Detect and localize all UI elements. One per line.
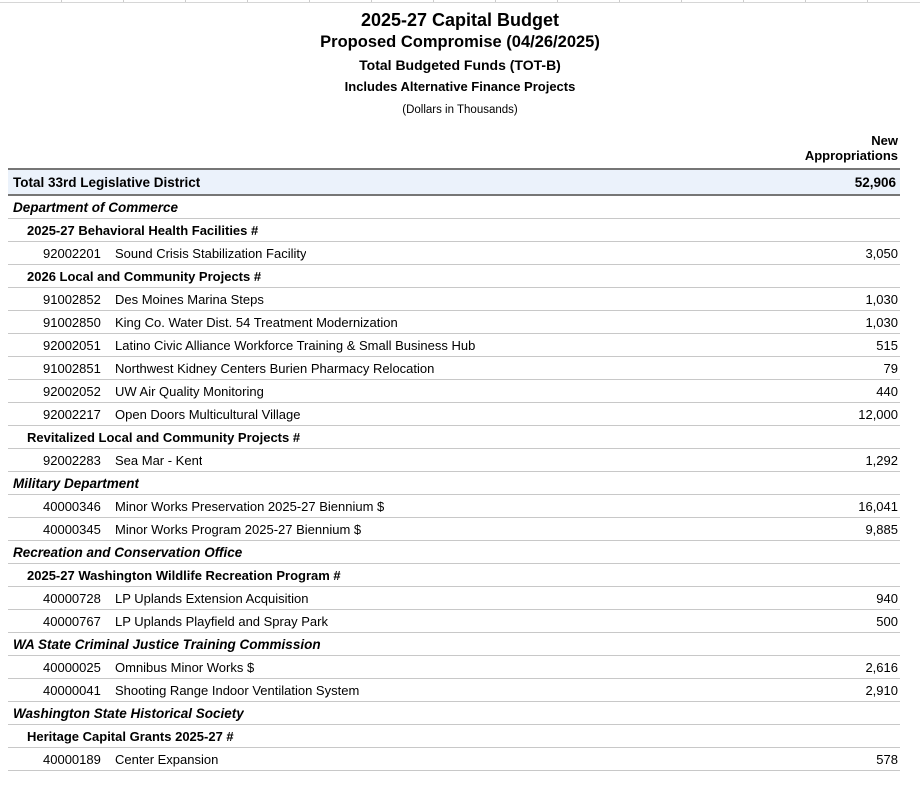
project-title: Sea Mar - Kent bbox=[115, 452, 203, 468]
project-row bbox=[8, 679, 900, 702]
project-title: Minor Works Preservation 2025-27 Biennium $ bbox=[115, 498, 385, 514]
report-title: 2025-27 Capital Budget bbox=[360, 10, 560, 30]
project-title: UW Air Quality Monitoring bbox=[115, 383, 264, 399]
project-number: 40000767 bbox=[43, 613, 101, 629]
project-cell bbox=[8, 246, 306, 261]
amount-cell: 440 bbox=[876, 383, 898, 399]
amount-cell: 2,910 bbox=[865, 682, 898, 698]
amount-cell: 940 bbox=[876, 590, 898, 606]
department-title: Military Department bbox=[13, 475, 140, 491]
column-header-line1: New bbox=[871, 133, 898, 148]
project-cell bbox=[8, 407, 300, 422]
project-row bbox=[8, 610, 900, 633]
amount-cell: 1,030 bbox=[865, 291, 898, 307]
project-number: 92002283 bbox=[43, 452, 101, 468]
column-header-line2: Appropriations bbox=[804, 148, 898, 163]
project-number: 40000345 bbox=[43, 521, 101, 537]
budget-table bbox=[8, 118, 900, 771]
department-row bbox=[8, 702, 900, 725]
amount-cell: 1,292 bbox=[865, 452, 898, 468]
project-number: 40000189 bbox=[43, 751, 101, 767]
page-top-border bbox=[0, 0, 920, 3]
department-title: Recreation and Conservation Office bbox=[13, 544, 243, 560]
project-title: Minor Works Program 2025-27 Biennium $ bbox=[115, 521, 362, 537]
report-subtitle: Proposed Compromise (04/26/2025) bbox=[320, 33, 600, 51]
program-row bbox=[8, 725, 900, 748]
project-cell bbox=[8, 752, 218, 767]
program-title: Revitalized Local and Community Projects # bbox=[27, 429, 301, 445]
project-title: Latino Civic Alliance Workforce Training & Small Business Hub bbox=[115, 337, 476, 353]
project-cell bbox=[8, 361, 434, 376]
project-title: Des Moines Marina Steps bbox=[115, 291, 264, 307]
project-number: 91002852 bbox=[43, 291, 101, 307]
project-row bbox=[8, 311, 900, 334]
project-title: Shooting Range Indoor Ventilation System bbox=[115, 682, 360, 698]
report-header bbox=[0, 9, 920, 118]
department-title: Department of Commerce bbox=[13, 199, 179, 215]
report-note: Includes Alternative Finance Projects bbox=[344, 79, 576, 94]
project-number: 92002217 bbox=[43, 406, 101, 422]
project-cell bbox=[8, 499, 384, 514]
department-title: WA State Criminal Justice Training Commission bbox=[13, 636, 321, 652]
project-row bbox=[8, 495, 900, 518]
project-row bbox=[8, 357, 900, 380]
project-cell bbox=[8, 384, 264, 399]
project-number: 91002851 bbox=[43, 360, 101, 376]
program-title: Heritage Capital Grants 2025-27 # bbox=[27, 728, 234, 744]
program-row bbox=[8, 426, 900, 449]
amount-cell: 2,616 bbox=[865, 659, 898, 675]
project-number: 92002052 bbox=[43, 383, 101, 399]
program-row bbox=[8, 265, 900, 288]
project-title: Center Expansion bbox=[115, 751, 219, 767]
project-number: 92002051 bbox=[43, 337, 101, 353]
project-title: Omnibus Minor Works $ bbox=[115, 659, 255, 675]
total-row-amount: 52,906 bbox=[854, 174, 896, 190]
project-row bbox=[8, 518, 900, 541]
amount-cell: 16,041 bbox=[858, 498, 898, 514]
project-number: 40000346 bbox=[43, 498, 101, 514]
project-title: LP Uplands Extension Acquisition bbox=[115, 590, 309, 606]
program-title: 2025-27 Washington Wildlife Recreation Program # bbox=[27, 567, 341, 583]
report-units-note: (Dollars in Thousands) bbox=[402, 104, 518, 116]
project-row bbox=[8, 242, 900, 265]
project-number: 40000025 bbox=[43, 659, 101, 675]
project-title: Northwest Kidney Centers Burien Pharmacy Relocation bbox=[115, 360, 435, 376]
project-cell bbox=[8, 522, 361, 537]
project-row bbox=[8, 449, 900, 472]
project-number: 92002201 bbox=[43, 245, 101, 261]
project-row bbox=[8, 748, 900, 771]
project-number: 91002850 bbox=[43, 314, 101, 330]
project-row bbox=[8, 587, 900, 610]
department-row bbox=[8, 633, 900, 656]
project-cell bbox=[8, 453, 202, 468]
report-fund-type: Total Budgeted Funds (TOT-B) bbox=[359, 57, 561, 73]
project-cell bbox=[8, 683, 359, 698]
project-cell bbox=[8, 614, 328, 629]
project-cell bbox=[8, 315, 398, 330]
department-row bbox=[8, 196, 900, 219]
project-cell bbox=[8, 591, 308, 606]
total-row bbox=[8, 168, 900, 196]
total-row-label: Total 33rd Legislative District bbox=[13, 174, 201, 190]
project-title: King Co. Water Dist. 54 Treatment Modernization bbox=[115, 314, 398, 330]
program-title: 2025-27 Behavioral Health Facilities # bbox=[27, 222, 259, 238]
project-cell bbox=[8, 338, 475, 353]
amount-cell: 500 bbox=[876, 613, 898, 629]
amount-cell: 79 bbox=[883, 360, 898, 376]
department-row bbox=[8, 472, 900, 495]
project-title: LP Uplands Playfield and Spray Park bbox=[115, 613, 328, 629]
project-cell bbox=[8, 292, 264, 307]
department-row bbox=[8, 541, 900, 564]
amount-cell: 12,000 bbox=[858, 406, 898, 422]
project-cell bbox=[8, 660, 254, 675]
program-row bbox=[8, 564, 900, 587]
project-row bbox=[8, 656, 900, 679]
project-title: Open Doors Multicultural Village bbox=[115, 406, 301, 422]
project-number: 40000728 bbox=[43, 590, 101, 606]
amount-cell: 515 bbox=[876, 337, 898, 353]
amount-cell: 3,050 bbox=[865, 245, 898, 261]
project-row bbox=[8, 380, 900, 403]
budget-table-body bbox=[8, 196, 900, 771]
project-row bbox=[8, 403, 900, 426]
project-row bbox=[8, 288, 900, 311]
program-row bbox=[8, 219, 900, 242]
amount-cell: 578 bbox=[876, 751, 898, 767]
amount-cell: 9,885 bbox=[865, 521, 898, 537]
department-title: Washington State Historical Society bbox=[13, 705, 244, 721]
project-number: 40000041 bbox=[43, 682, 101, 698]
program-title: 2026 Local and Community Projects # bbox=[27, 268, 262, 284]
amount-cell: 1,030 bbox=[865, 314, 898, 330]
project-title: Sound Crisis Stabilization Facility bbox=[115, 245, 307, 261]
project-row bbox=[8, 334, 900, 357]
column-header-new-appropriations bbox=[8, 118, 900, 168]
